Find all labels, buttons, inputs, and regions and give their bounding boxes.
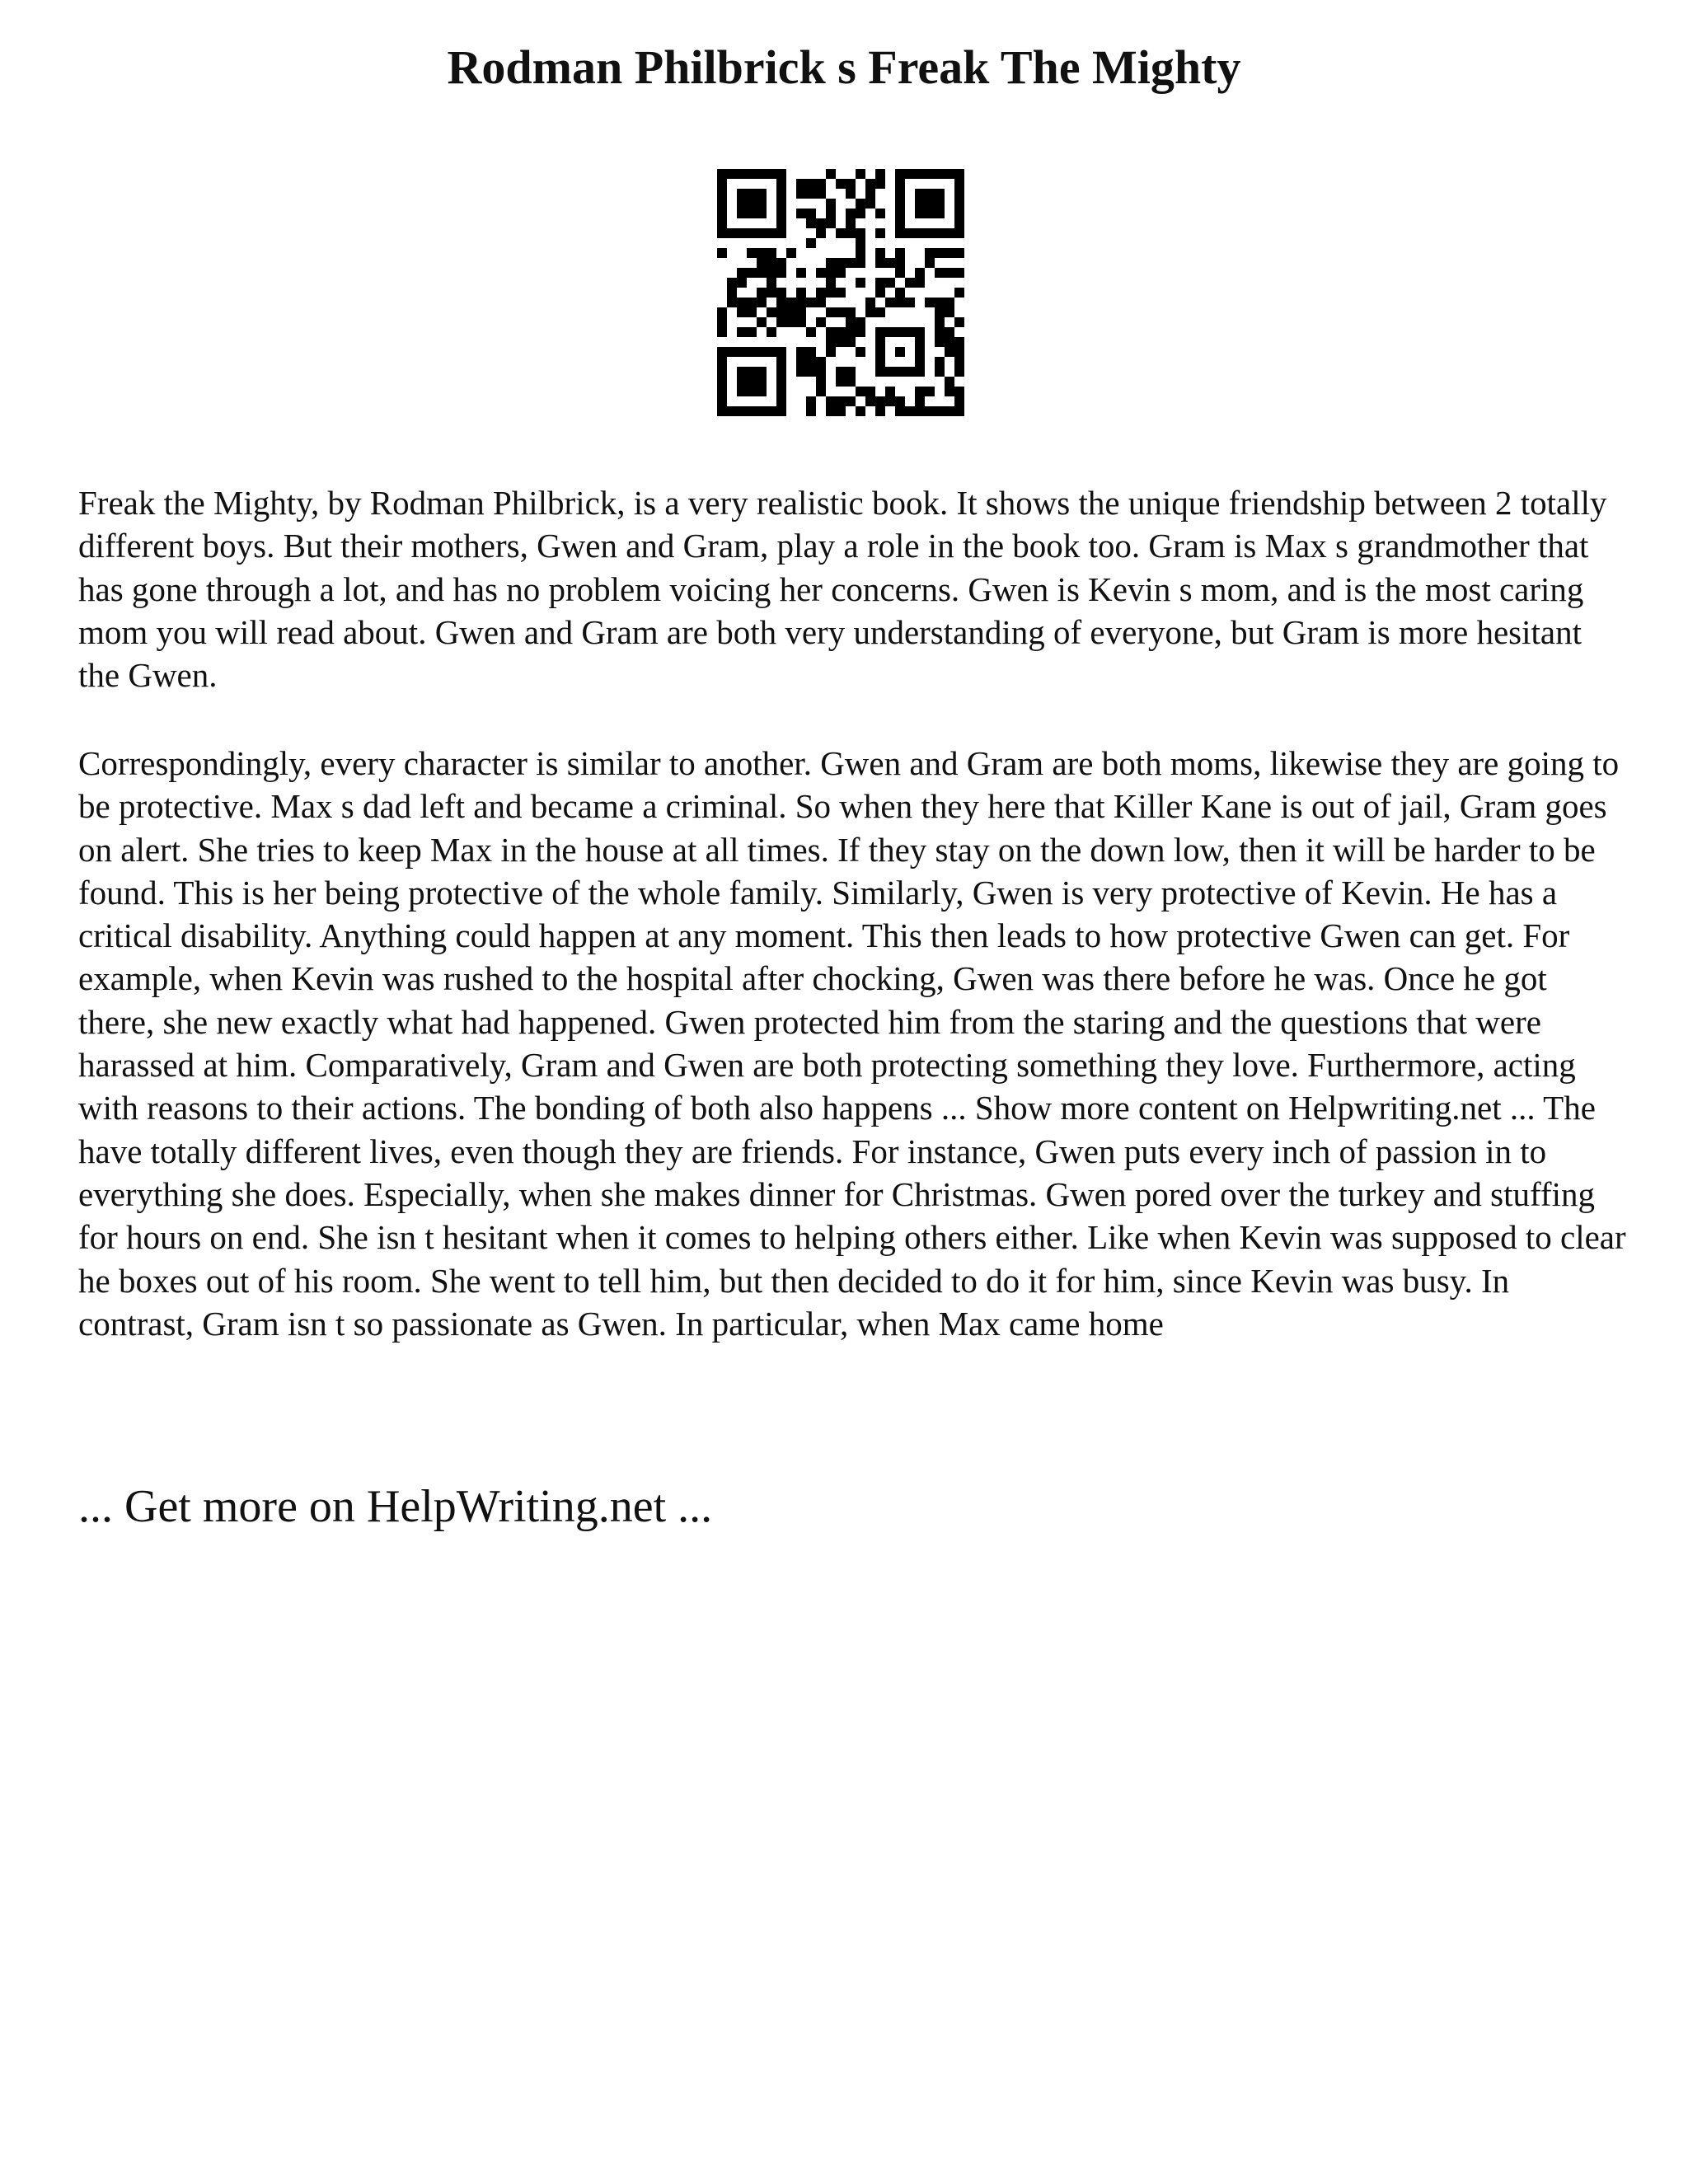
page-title: Rodman Philbrick s Freak The Mighty xyxy=(447,40,1241,94)
paragraph-intro: Freak the Mighty, by Rodman Philbrick, is a very realistic book. It shows the unique friendship between 2 totally different boys. But their mothers, Gwen and Gram, play a role in the book too. Gram is Max s grandmother that has gone through a lot, and has no problem voicing her concerns. Gwen is Kevin s mom, and is the most caring mom you will read about. Gwen and Gram are both very understanding of everyone, but Gram is more hesitant the Gwen. xyxy=(78,484,1607,695)
paragraph-comparison: Correspondingly, every character is similar to another. Gwen and Gram are both moms, likewise they are going to be protective. Max s dad left and became a criminal. So when they here that Killer Kane is out of jail, Gram goes on alert. She tries to keep Max in the house at all times. If they stay on the down low, then it will be harder to be found. This is her being protective of the whole family. Similarly, Gwen is very protective of Kevin. He has a critical disability. Anything could happen at any moment. This then leads to how protective Gwen can get. For example, when Kevin was rushed to the hospital after chocking, Gwen was there before he was. Once he got there, she new exactly what had happened. Gwen protected him from the staring and the questions that were harassed at him. Comparatively, Gram and Gwen are both protecting something they love. Furthermore, acting with reasons to their actions. The bonding of both also happens ... Show more content on Helpwriting.net ... The have totally different lives, even though they are friends. For instance, Gwen puts every inch of passion in to everything she does. Especially, when she makes dinner for Christmas. Gwen pored over the turkey and stuffing for hours on end. She isn t hesitant when it comes to helping others either. Like when Kevin was supposed to clear he boxes out of his room. She went to tell him, but then decided to do it for him, since Kevin was busy. In contrast, Gram isn t so passionate as Gwen. In particular, when Max came home xyxy=(78,744,1626,1343)
qr-code-icon xyxy=(717,169,964,416)
get-more-link[interactable]: ... Get more on HelpWriting.net ... xyxy=(78,1481,713,1532)
